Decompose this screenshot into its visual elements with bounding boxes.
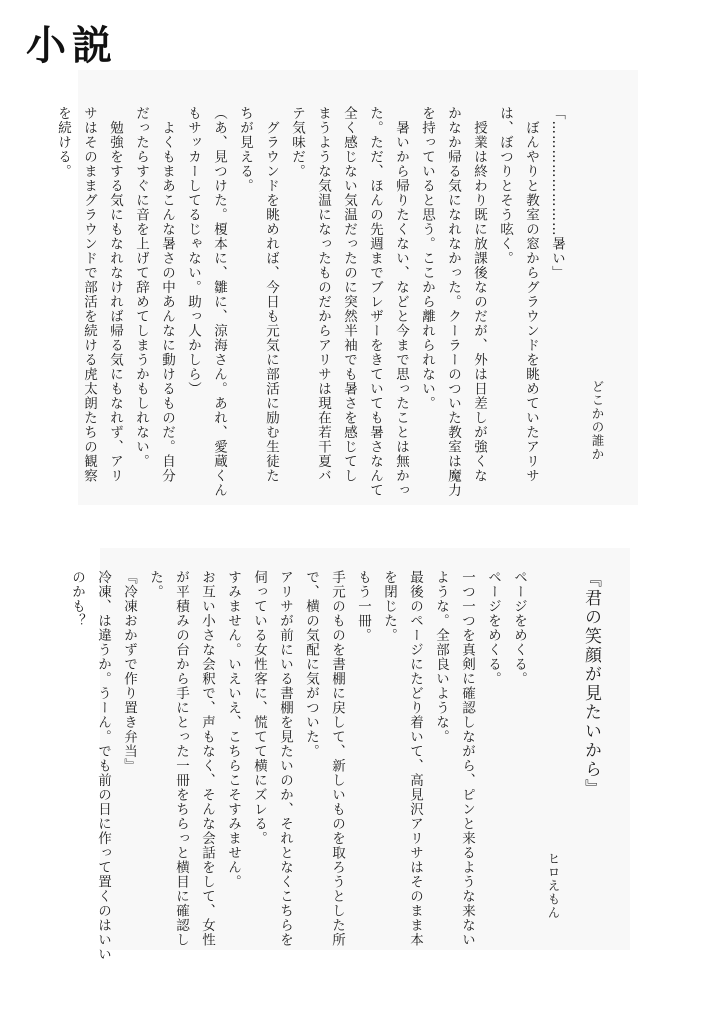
story-1-line: （あ、見つけた。榎本に、雛に、涼海さん。あれ、愛蔵くん — [211, 106, 227, 498]
story-1-panel — [55, 70, 638, 505]
story-2-line: で、横の気配に気がついた。 — [303, 570, 319, 759]
story-2-line: 最後のページにたどり着いて、高見沢アリサはそのまま本 — [407, 570, 423, 947]
story-2-line: 冷凍、は違うか。うーん。でも前の日に作って置くのはいい — [95, 570, 111, 962]
story-1-line: テ気味だ。 — [289, 106, 305, 179]
story-1-line: 全く感じない気温だったのに突然半袖でも暑さを感じてし — [341, 106, 357, 483]
story-1-line: グラウンドを眺めれば、今日も元気に部活に励む生徒た — [263, 106, 279, 483]
story-2-line: 『冷凍おかずで作り置き弁当』 — [121, 570, 137, 773]
story-2-line: 手元のものを書棚に戻して、新しいものを取ろうとした所 — [329, 570, 345, 947]
story-2-line: もう一冊。 — [355, 570, 371, 643]
section-heading: 小説 — [26, 23, 118, 69]
story-1-line: ちが見える。 — [237, 106, 253, 193]
story-1-line: 暑いから帰りたくない、などと今まで思ったことは無かっ — [393, 106, 409, 498]
story-1-byline: どこかの誰か — [590, 380, 605, 461]
story-1-line: ぼんやりと教室の窓からグラウンドを眺めていたアリサ — [523, 106, 539, 483]
story-2-line: ページをめくる。 — [511, 570, 527, 686]
story-1-line: よくもまあこんな暑さの中あんなに動けるものだ。自分 — [159, 106, 175, 483]
story-2-line: お互い小さな会釈で、声もなく、そんな会話をして、女性 — [199, 570, 215, 947]
story-2-line: すみません。いえいえ、こちらこそすみません。 — [225, 570, 241, 889]
story-1-line: た。ただ、ほんの先週までブレザーをきていても暑さなんて — [367, 106, 383, 498]
story-1-line: を持っていると思う。ここから離れられない。 — [419, 106, 435, 411]
story-2-line: ページをめくる。 — [485, 570, 501, 686]
story-2-line: のかも？ — [69, 570, 85, 628]
story-2-title: 『君の笑顔が見たいから』 — [581, 570, 601, 798]
story-1-line: 勉強をする気にもなれなければ帰る気にもなれず、アリ — [107, 106, 123, 483]
story-1-line: 授業は終わり既に放課後なのだが、外は日差しが強くな — [471, 106, 487, 483]
story-1-line: かなか帰る気になれなかった。クーラーのついた教室は魔力 — [445, 106, 461, 498]
story-2-line: を閉じた。 — [381, 570, 397, 643]
story-1-line: もサッカーしてるじゃない。助っ人かしら） — [185, 106, 201, 396]
story-2-line: た。 — [147, 570, 163, 599]
story-1-line: だったらすぐに音を上げて辞めてしまうかもしれない。 — [133, 106, 149, 469]
story-1-line: 「……………………暑い」 — [549, 106, 565, 280]
story-1-line: まうような気温になったものだからアリサは現在若干夏バ — [315, 106, 331, 483]
story-2-byline: ヒロえもん — [546, 852, 561, 920]
story-2-line: が平積みの台から手にとった一冊をちらっと横目に確認し — [173, 570, 189, 947]
story-2-line: ような。全部良いような。 — [433, 570, 449, 744]
story-2-panel — [69, 548, 630, 962]
story-1-line: サはそのままグラウンドで部活を続ける虎太朗たちの観察 — [81, 106, 97, 483]
story-1-line: は、ぼつりとそう呟く。 — [497, 106, 513, 266]
story-2-line: 一つ一つを真剣に確認しながら、ピンと来るような来ない — [459, 570, 475, 947]
story-1-line: を続ける。 — [55, 106, 71, 179]
story-2-line: アリサが前にいる書棚を見たいのか、それとなくこちらを — [277, 570, 293, 947]
story-2-line: 伺っている女性客に、慌てて横にズレる。 — [251, 570, 267, 846]
